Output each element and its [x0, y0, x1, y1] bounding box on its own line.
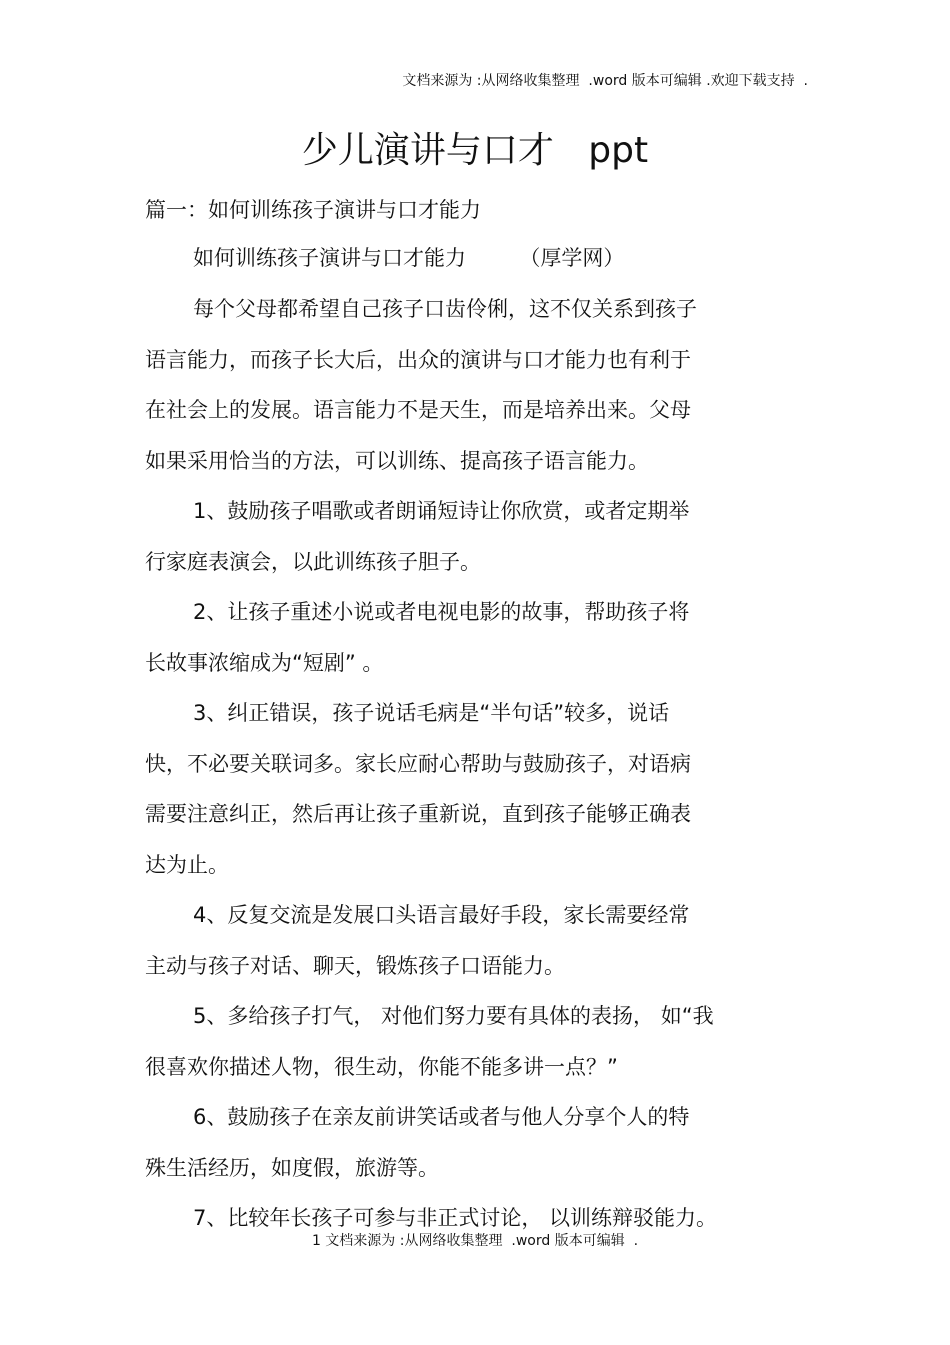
document-title: 少儿演讲与口才 ppt: [301, 130, 649, 171]
paragraph-tip-1: 1、鼓励孩子唱歌或者朗诵短诗让你欣赏，或者定期举 行家庭表演会，以此训练孩子胆子。: [145, 499, 690, 574]
paragraph-tip-7: 7、比较年长孩子可参与非正式讨论， 以训练辩驳能力。: [193, 1206, 718, 1230]
header-note: 文档来源为 :从网络收集整理 .word 版本可编辑 .欢迎下载支持 .: [402, 73, 808, 89]
paragraph-tip-5: 5、多给孩子打气， 对他们努力要有具体的表扬， 如“我 很喜欢你描述人物，很生动，你能不能多讲一点？”: [145, 1004, 714, 1079]
footer-note: 1 文档来源为 :从网络收集整理 .word 版本可编辑 .: [311, 1233, 639, 1249]
article-body: [145, 284, 805, 1244]
paragraph-tip-4: 4、反复交流是发展口头语言最好手段，家长需要经常 主动与孩子对话、聊天，锻炼孩子口语能力。: [145, 903, 690, 978]
section-heading: 篇一：如何训练孩子演讲与口才能力: [145, 198, 481, 222]
paragraph-intro: 每个父母都希望自己孩子口齿伶俐，这不仅关系到孩子 语言能力，而孩子长大后，出众的演讲与口才能力也有利于 在社会上的发展。语言能力不是天生，而是培养出来。父母 如果采用恰当的方法，可以训练、提高孩子语言能力。: [145, 297, 697, 473]
paragraph-tip-3: 3、纠正错误，孩子说话毛病是“半句话”较多，说话 快，不必要关联词多。家长应耐心帮助与鼓励孩子，对语病 需要注意纠正，然后再让孩子重新说，直到孩子能够正确表 达为止。: [145, 701, 691, 877]
paragraph-tip-6: 6、鼓励孩子在亲友前讲笑话或者与他人分享个人的特 殊生活经历，如度假，旅游等。: [145, 1105, 690, 1180]
article-subtitle: 如何训练孩子演讲与口才能力 （厚学网）: [193, 246, 625, 270]
paragraph-tip-2: 2、让孩子重述小说或者电视电影的故事，帮助孩子将 长故事浓缩成为“短剧” 。: [145, 600, 690, 675]
